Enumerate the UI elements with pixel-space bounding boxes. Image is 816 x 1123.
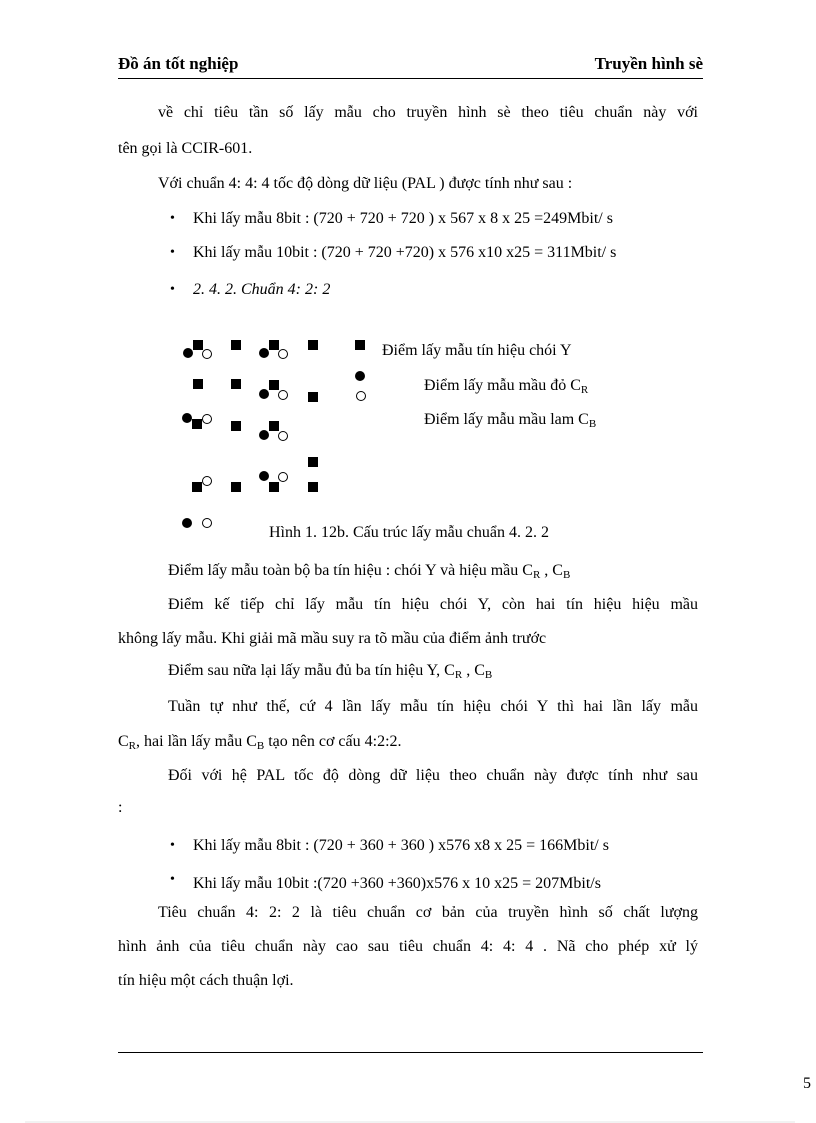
- luma-sample-square: [231, 421, 241, 431]
- legend-cr-label: Điểm lấy mẫu mầu đỏ $C_R$: [424, 377, 589, 396]
- paragraph-line: $C_R$, hai lần lấy mẫu $C_B$ tạo nên cơ cấu 4:2:2.: [118, 733, 402, 752]
- section-heading: 2. 4. 2. Chuẩn 4: 2: 2: [193, 281, 331, 298]
- paragraph-line: Với chuẩn 4: 4: 4 tốc độ dòng dữ liệu (PAL ) được tính như sau :: [158, 175, 573, 192]
- cb-sample-circle: [278, 390, 288, 400]
- paragraph-line: :: [118, 799, 123, 816]
- paragraph-line: không lấy mẫu. Khi giải mã mầu suy ra tõ mầu của điểm ảnh trước: [118, 630, 547, 647]
- footer-rule: [118, 1052, 703, 1053]
- cr-sample-dot: [182, 518, 192, 528]
- luma-sample-square: [308, 392, 318, 402]
- bullet-icon: •: [170, 838, 175, 853]
- bullet-icon: •: [170, 872, 175, 887]
- header-left-title: Đồ án tốt nghiệp: [118, 54, 239, 73]
- legend-luma-square: [355, 340, 365, 350]
- figure-caption: Hình 1. 12b. Cấu trúc lấy mẫu chuẩn 4. 2. 2: [269, 524, 549, 541]
- cr-sample-dot: [259, 389, 269, 399]
- paragraph-line: Đối với hệ PAL tốc độ dòng dữ liệu theo chuẩn này được tính như sau: [168, 767, 698, 784]
- legend-cb-circle: [356, 391, 366, 401]
- legend-cr-dot: [355, 371, 365, 381]
- cr-sample-dot: [182, 413, 192, 423]
- cb-sample-circle: [202, 476, 212, 486]
- paragraph-line: Điểm lấy mẫu toàn bộ ba tín hiệu : chói Y và hiệu mầu $C_R$ , $C_B$: [168, 562, 571, 581]
- paragraph-line: tên gọi là CCIR-601.: [118, 140, 253, 157]
- cb-sample-circle: [202, 414, 212, 424]
- header-rule: [118, 78, 703, 79]
- luma-sample-square: [308, 482, 318, 492]
- luma-sample-square: [192, 419, 202, 429]
- paragraph-line: Điểm sau nữa lại lấy mẫu đủ ba tín hiệu Y, $C_R$ , $C_B$: [168, 662, 493, 681]
- paragraph-line: về chỉ tiêu tần số lấy mẫu cho truyền hình sè theo tiêu chuẩn này với: [158, 104, 698, 121]
- luma-sample-square: [231, 482, 241, 492]
- paragraph-line: Tiêu chuẩn 4: 2: 2 là tiêu chuẩn cơ bản của truyền hình số chất lượng: [158, 904, 698, 921]
- legend-cb-label: Điểm lấy mẫu mầu lam $C_B$: [424, 411, 597, 430]
- luma-sample-square: [193, 379, 203, 389]
- paragraph-line: tín hiệu một cách thuận lợi.: [118, 972, 294, 989]
- luma-sample-square: [231, 340, 241, 350]
- cb-sample-circle: [278, 431, 288, 441]
- bullet-text: Khi lấy mẫu 10bit :(720 +360 +360)x576 x 10 x25 = 207Mbit/s: [193, 875, 601, 892]
- bullet-icon: •: [170, 282, 175, 297]
- cr-sample-dot: [183, 348, 193, 358]
- header-right-title: Truyền hình sè: [594, 54, 703, 73]
- luma-sample-square: [231, 379, 241, 389]
- page-number: 5: [803, 1075, 811, 1092]
- bullet-text: Khi lấy mẫu 10bit : (720 + 720 +720) x 576 x10 x25 = 311Mbit/ s: [193, 244, 617, 261]
- cr-sample-dot: [259, 348, 269, 358]
- luma-sample-square: [308, 340, 318, 350]
- luma-sample-square: [269, 380, 279, 390]
- bullet-icon: •: [170, 211, 175, 226]
- bullet-text: Khi lấy mẫu 8bit : (720 + 360 + 360 ) x576 x8 x 25 = 166Mbit/ s: [193, 837, 609, 854]
- paragraph-line: Điểm kế tiếp chỉ lấy mẫu tín hiệu chói Y, còn hai tín hiệu hiệu mầu: [168, 596, 698, 613]
- luma-sample-square: [269, 482, 279, 492]
- luma-sample-square: [308, 457, 318, 467]
- bullet-text: Khi lấy mẫu 8bit : (720 + 720 + 720 ) x 567 x 8 x 25 =249Mbit/ s: [193, 210, 613, 227]
- cb-sample-circle: [202, 518, 212, 528]
- luma-sample-square: [192, 482, 202, 492]
- cr-sample-dot: [259, 471, 269, 481]
- cb-sample-circle: [278, 349, 288, 359]
- paragraph-line: hình ảnh của tiêu chuẩn này cao sau tiêu chuẩn 4: 4: 4 . Nã cho phép xử lý: [118, 938, 698, 955]
- luma-sample-square: [193, 340, 203, 350]
- luma-sample-square: [269, 421, 279, 431]
- legend-luma-label: Điểm lấy mẫu tín hiệu chói Y: [382, 342, 572, 359]
- paragraph-line: Tuần tự như thế, cứ 4 lần lấy mẫu tín hiệu chói Y thì hai lần lấy mẫu: [168, 698, 698, 715]
- cb-sample-circle: [278, 472, 288, 482]
- bullet-icon: •: [170, 245, 175, 260]
- cr-sample-dot: [259, 430, 269, 440]
- luma-sample-square: [269, 340, 279, 350]
- cb-sample-circle: [202, 349, 212, 359]
